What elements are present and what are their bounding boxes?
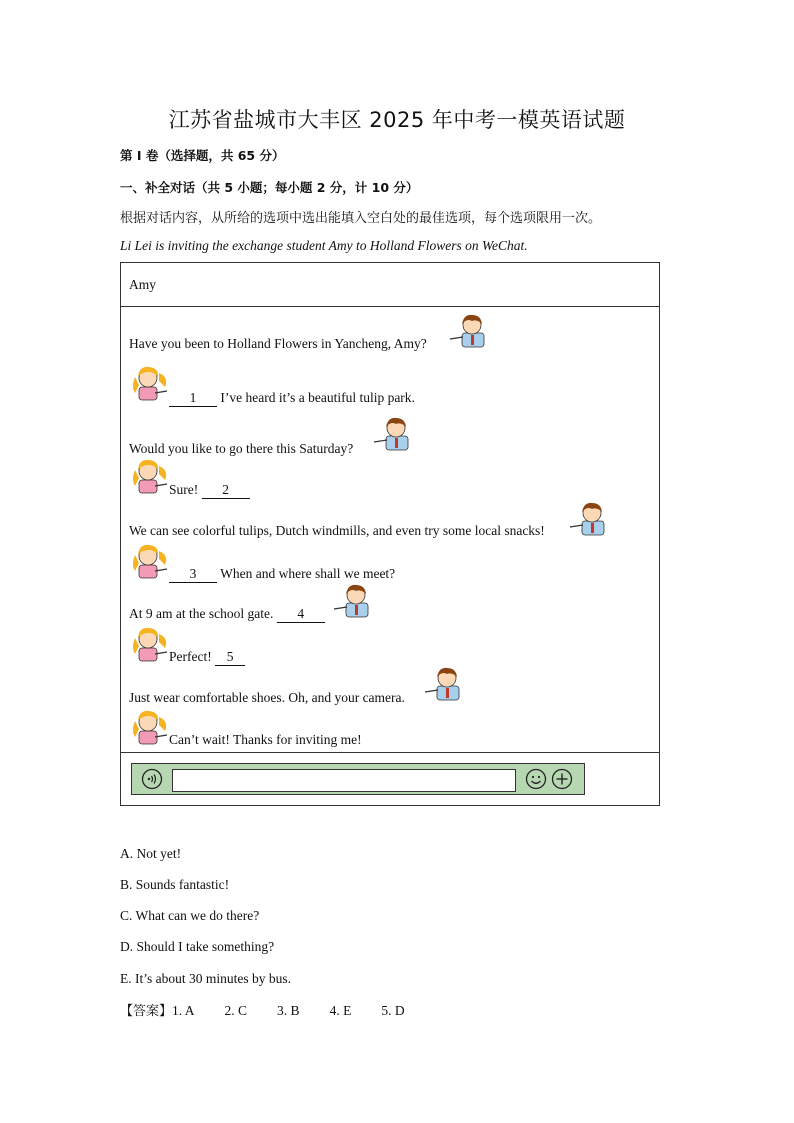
lilei-avatar-icon xyxy=(448,313,488,349)
option-e: E. It’s about 30 minutes by bus. xyxy=(120,971,291,986)
amy-avatar-icon xyxy=(129,456,169,494)
chat-message-lilei: Have you been to Holland Flowers in Yancheng, Amy? xyxy=(129,336,427,351)
chat-message-lilei: We can see colorful tulips, Dutch windmills, and even try some local snacks! xyxy=(129,523,545,538)
chat-footer-divider xyxy=(121,752,659,753)
dialogue-context: Li Lei is inviting the exchange student Amy to Holland Flowers on WeChat. xyxy=(120,238,528,253)
wechat-chat-window xyxy=(120,262,660,806)
answer-blank-1[interactable]: 1 xyxy=(169,390,217,407)
answer-item: 5. D xyxy=(381,1003,405,1018)
option-c: C. What can we do there? xyxy=(120,908,260,923)
option-b: B. Sounds fantastic! xyxy=(120,877,230,892)
answer-blank-2[interactable]: 2 xyxy=(202,482,250,499)
answer-label: 【答案】 xyxy=(120,1004,173,1019)
option-a: A. Not yet! xyxy=(120,846,182,861)
answer-item: 2. C xyxy=(224,1003,248,1018)
amy-avatar-icon xyxy=(129,363,169,401)
chat-message-amy: Perfect! 5 xyxy=(169,649,245,666)
option-d: D. Should I take something? xyxy=(120,939,275,954)
chat-message-amy: 3 When and where shall we meet? xyxy=(169,566,395,583)
amy-avatar-icon xyxy=(129,541,169,579)
lilei-avatar-icon xyxy=(423,666,463,702)
plus-icon[interactable] xyxy=(551,768,573,790)
answer-blank-3[interactable]: 3 xyxy=(169,566,217,583)
answer-item: 4. E xyxy=(329,1003,352,1018)
lilei-avatar-icon xyxy=(568,501,608,537)
chat-message-input[interactable] xyxy=(172,769,516,792)
chat-message-lilei: At 9 am at the school gate. 4 xyxy=(129,606,325,623)
part-heading: 第 I 卷（选择题，共 65 分） xyxy=(120,148,285,163)
page-title: 江苏省盐城市大丰区 2025 年中考一模英语试题 xyxy=(168,108,626,132)
amy-avatar-icon xyxy=(129,624,169,662)
emoji-icon[interactable] xyxy=(525,768,547,790)
section-heading: 一、补全对话（共 5 小题；每小题 2 分，计 10 分） xyxy=(120,180,419,195)
chat-input-bar xyxy=(131,763,585,795)
answer-item: 1. A xyxy=(172,1003,195,1018)
chat-message-amy: Can’t wait! Thanks for inviting me! xyxy=(169,732,362,747)
answer-key xyxy=(120,1000,435,1019)
answer-blank-5[interactable]: 5 xyxy=(215,649,245,666)
chat-message-amy: Sure! 2 xyxy=(169,482,250,499)
lilei-avatar-icon xyxy=(332,583,372,619)
amy-avatar-icon xyxy=(129,707,169,745)
chat-message-lilei: Would you like to go there this Saturday? xyxy=(129,441,354,456)
instruction: 根据对话内容，从所给的选项中选出能填入空白处的最佳选项，每个选项限用一次。 xyxy=(120,211,602,226)
answer-item: 3. B xyxy=(277,1003,300,1018)
chat-contact-name: Amy xyxy=(129,277,156,292)
answer-blank-4[interactable]: 4 xyxy=(277,606,325,623)
chat-header xyxy=(121,263,659,307)
lilei-avatar-icon xyxy=(372,416,412,452)
voice-icon[interactable] xyxy=(141,768,163,790)
chat-message-lilei: Just wear comfortable shoes. Oh, and your camera. xyxy=(129,690,405,705)
chat-message-amy: 1 I’ve heard it’s a beautiful tulip park. xyxy=(169,390,415,407)
